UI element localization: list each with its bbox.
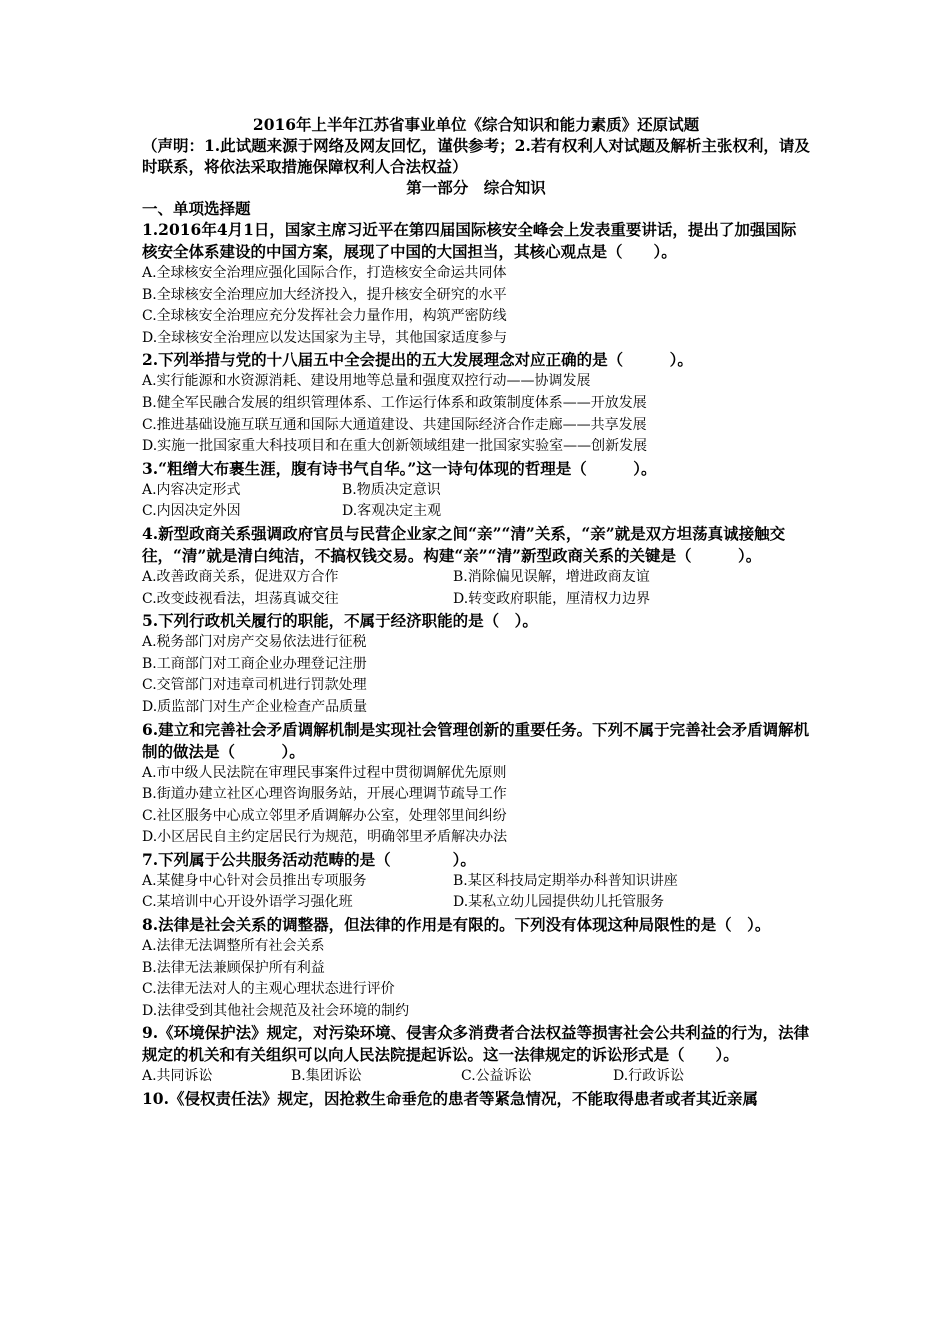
option-a: A.法律无法调整所有社会关系 xyxy=(142,938,325,955)
option-row xyxy=(142,501,810,523)
option-a: A.税务部门对房产交易依法进行征税 xyxy=(142,634,367,651)
question-stem: 10.《侵权责任法》规定，因抢救生命垂危的患者等紧急情况，不能取得患者或者其近亲属 xyxy=(142,1089,758,1109)
option-d: D.转变政府职能，厘清权力边界 xyxy=(453,590,651,607)
option-row xyxy=(142,892,810,914)
option-c: C.全球核安全治理应充分发挥社会力量作用，构筑严密防线 xyxy=(142,308,507,325)
option-a: A.内容决定形式 xyxy=(142,481,241,498)
option-d: D.法律受到其他社会规范及社会环境的制约 xyxy=(142,1002,410,1019)
option-c: C.社区服务中心成立邻里矛盾调解办公室，处理邻里间纠纷 xyxy=(142,807,507,824)
option-b: B.全球核安全治理应加大经济投入，提升核安全研究的水平 xyxy=(142,286,507,303)
question-stem: 3.“粗缯大布裹生涯，腹有诗书气自华。”这一诗句体现的哲理是（ ）。 xyxy=(142,458,657,478)
part-heading: 第一部分 综合知识 xyxy=(406,178,546,197)
option-d: D.客观决定主观 xyxy=(342,503,442,520)
option-a: A.实行能源和水资源消耗、建设用地等总量和强度双控行动——协调发展 xyxy=(142,373,591,390)
option-a: A.某健身中心针对会员推出专项服务 xyxy=(142,872,367,889)
option-c: C.某培训中心开设外语学习强化班 xyxy=(142,894,353,911)
option-c: C.改变歧视看法，坦荡真诚交往 xyxy=(142,590,339,607)
option-b: B.街道办建立社区心理咨询服务站，开展心理调节疏导工作 xyxy=(142,786,507,803)
option-a: A.共同诉讼 xyxy=(142,1068,213,1085)
option-c: C.公益诉讼 xyxy=(461,1068,532,1085)
section-heading: 一、单项选择题 xyxy=(142,199,251,218)
option-d: D.小区居民自主约定居民行为规范，明确邻里矛盾解决办法 xyxy=(142,829,508,846)
option-row xyxy=(142,567,810,589)
question-stem: 7.下列属于公共服务活动范畴的是（ ）。 xyxy=(142,849,476,869)
question-stem: 8.法律是社会关系的调整器，但法律的作用是有限的。下列没有体现这种局限性的是（ ）。 xyxy=(142,915,771,935)
option-row xyxy=(142,589,810,611)
option-b: B.某区科技局定期举办科普知识讲座 xyxy=(453,872,678,889)
option-d: D.实施一批国家重大科技项目和在重大创新领域组建一批国家实验室——创新发展 xyxy=(142,438,648,455)
option-a: A.全球核安全治理应强化国际合作，打造核安全命运共同体 xyxy=(142,265,507,281)
question-stem: 5.下列行政机关履行的职能，不属于经济职能的是（ ）。 xyxy=(142,611,538,631)
option-b: B.集团诉讼 xyxy=(291,1068,362,1085)
declaration: （声明：1.此试题来源于网络及网友回忆，谨供参考；2.若有权利人对试题及解析主张权利，请及时联系，将依法采取措施保障权利人合法权益） xyxy=(142,136,810,176)
option-a: A.改善政商关系，促进双方合作 xyxy=(142,568,339,585)
option-a: A.市中级人民法院在审理民事案件过程中贯彻调解优先原则 xyxy=(142,764,507,781)
option-b: B.法律无法兼顾保护所有利益 xyxy=(142,959,325,976)
question-stem: 9.《环境保护法》规定，对污染环境、侵害众多消费者合法权益等损害社会公共利益的行为，法律规定的机关和有关组织可以向人民法院提起诉讼。这一法律规定的诉讼形式是（ ）。 xyxy=(142,1023,810,1065)
option-d: D.某私立幼儿园提供幼儿托管服务 xyxy=(453,894,665,911)
question-stem: 1.2016年4月1日，国家主席习近平在第四届国际核安全峰会上发表重要讲话，提出了加强国际核安全体系建设的中国方案，展现了中国的大国担当，其核心观点是（ ）。 xyxy=(142,220,797,261)
option-c: C.法律无法对人的主观心理状态进行评价 xyxy=(142,981,395,998)
option-c: C.交管部门对违章司机进行罚款处理 xyxy=(142,677,367,694)
option-b: B.物质决定意识 xyxy=(342,481,441,498)
option-b: B.消除偏见误解，增进政商友谊 xyxy=(453,568,650,585)
option-d: D.行政诉讼 xyxy=(613,1068,685,1085)
option-d: D.全球核安全治理应以发达国家为主导，其他国家适度参与 xyxy=(142,329,508,346)
question-stem: 6.建立和完善社会矛盾调解机制是实现社会管理创新的重要任务。下列不属于完善社会矛盾调解机制的做法是（ ）。 xyxy=(142,719,810,761)
option-c: C.推进基础设施互联互通和国际大通道建设、共建国际经济合作走廊——共享发展 xyxy=(142,416,647,433)
option-row xyxy=(142,871,810,893)
question-stem: 2.下列举措与党的十八届五中全会提出的五大发展理念对应正确的是（ ）。 xyxy=(142,350,693,370)
option-row xyxy=(142,480,810,502)
option-d: D.质监部门对生产企业检查产品质量 xyxy=(142,698,368,715)
option-row xyxy=(142,1066,810,1088)
option-b: B.工商部门对工商企业办理登记注册 xyxy=(142,655,367,672)
exam-page xyxy=(142,114,810,1110)
option-c: C.内因决定外因 xyxy=(142,503,241,520)
question-stem: 4.新型政商关系强调政府官员与民营企业家之间“亲”“清”关系，“亲”就是双方坦荡真诚接触交往，“清”就是清白纯洁，不搞权钱交易。构建“亲”“清”新型政商关系的关键是（ ）。 xyxy=(142,523,786,565)
option-b: B.健全军民融合发展的组织管理体系、工作运行体系和政策制度体系——开放发展 xyxy=(142,394,647,411)
page-title: 2016年上半年江苏省事业单位《综合知识和能力素质》还原试题 xyxy=(252,115,700,134)
